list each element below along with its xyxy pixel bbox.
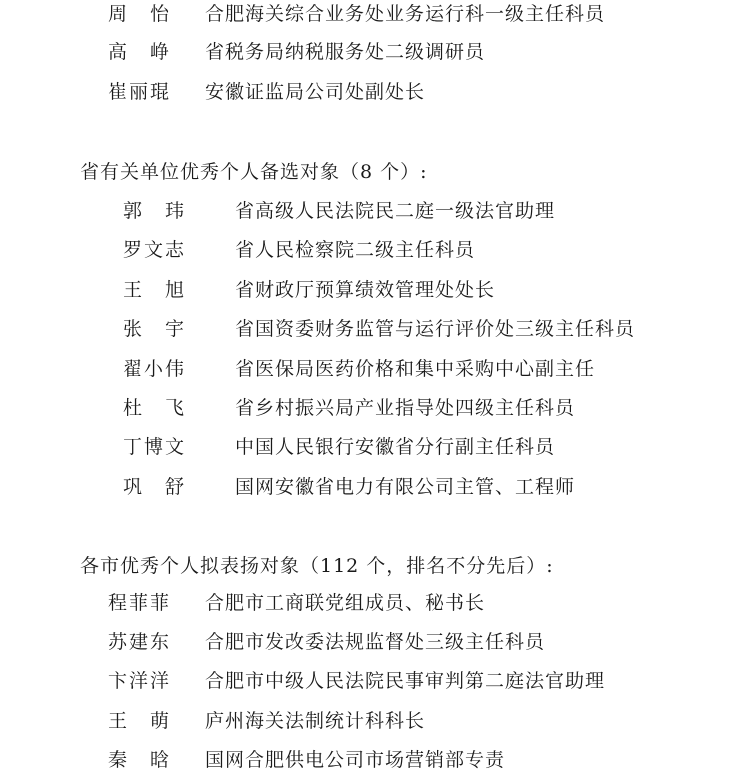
person-title: 中国人民银行安徽省分行副主任科员 bbox=[235, 436, 556, 458]
person-title: 合肥市中级人民法院民事审判第二庭法官助理 bbox=[205, 670, 606, 692]
person-title: 省乡村振兴局产业指导处四级主任科员 bbox=[235, 397, 576, 419]
person-title: 合肥海关综合业务处业务运行科一级主任科员 bbox=[205, 3, 606, 25]
section-heading: 省有关单位优秀个人备选对象（8 个）: bbox=[80, 161, 428, 183]
person-name: 张 宇 bbox=[123, 318, 187, 340]
person-title: 省财政厅预算绩效管理处处长 bbox=[235, 279, 496, 301]
section-heading: 各市优秀个人拟表扬对象（112 个，排名不分先后）: bbox=[80, 555, 554, 577]
person-title: 安徽证监局公司处副处长 bbox=[205, 81, 426, 103]
person-name: 郭 玮 bbox=[123, 200, 187, 222]
person-title: 庐州海关法制统计科科长 bbox=[205, 710, 426, 732]
person-title: 省医保局医药价格和集中采购中心副主任 bbox=[235, 358, 596, 380]
person-name: 周 怡 bbox=[108, 3, 172, 25]
person-title: 合肥市工商联党组成员、秘书长 bbox=[205, 592, 486, 614]
person-name: 王 旭 bbox=[123, 279, 187, 301]
person-name: 丁博文 bbox=[123, 436, 187, 458]
person-name: 王 萌 bbox=[108, 710, 172, 732]
person-title: 合肥市发改委法规监督处三级主任科员 bbox=[205, 631, 546, 653]
person-name: 卞洋洋 bbox=[108, 670, 172, 692]
person-name: 秦 晗 bbox=[108, 749, 172, 771]
person-title: 国网合肥供电公司市场营销部专责 bbox=[205, 749, 506, 771]
person-name: 罗文志 bbox=[123, 239, 187, 261]
person-name: 苏建东 bbox=[108, 631, 172, 653]
person-name: 程菲菲 bbox=[108, 592, 172, 614]
person-name: 杜 飞 bbox=[123, 397, 187, 419]
person-title: 国网安徽省电力有限公司主管、工程师 bbox=[235, 476, 576, 498]
person-name: 高 峥 bbox=[108, 41, 172, 63]
person-title: 省国资委财务监管与运行评价处三级主任科员 bbox=[235, 318, 636, 340]
person-name: 崔丽琨 bbox=[108, 81, 172, 103]
person-name: 巩 舒 bbox=[123, 476, 187, 498]
person-title: 省税务局纳税服务处二级调研员 bbox=[205, 41, 486, 63]
person-name: 翟小伟 bbox=[123, 358, 187, 380]
person-title: 省人民检察院二级主任科员 bbox=[235, 239, 476, 261]
person-title: 省高级人民法院民二庭一级法官助理 bbox=[235, 200, 556, 222]
